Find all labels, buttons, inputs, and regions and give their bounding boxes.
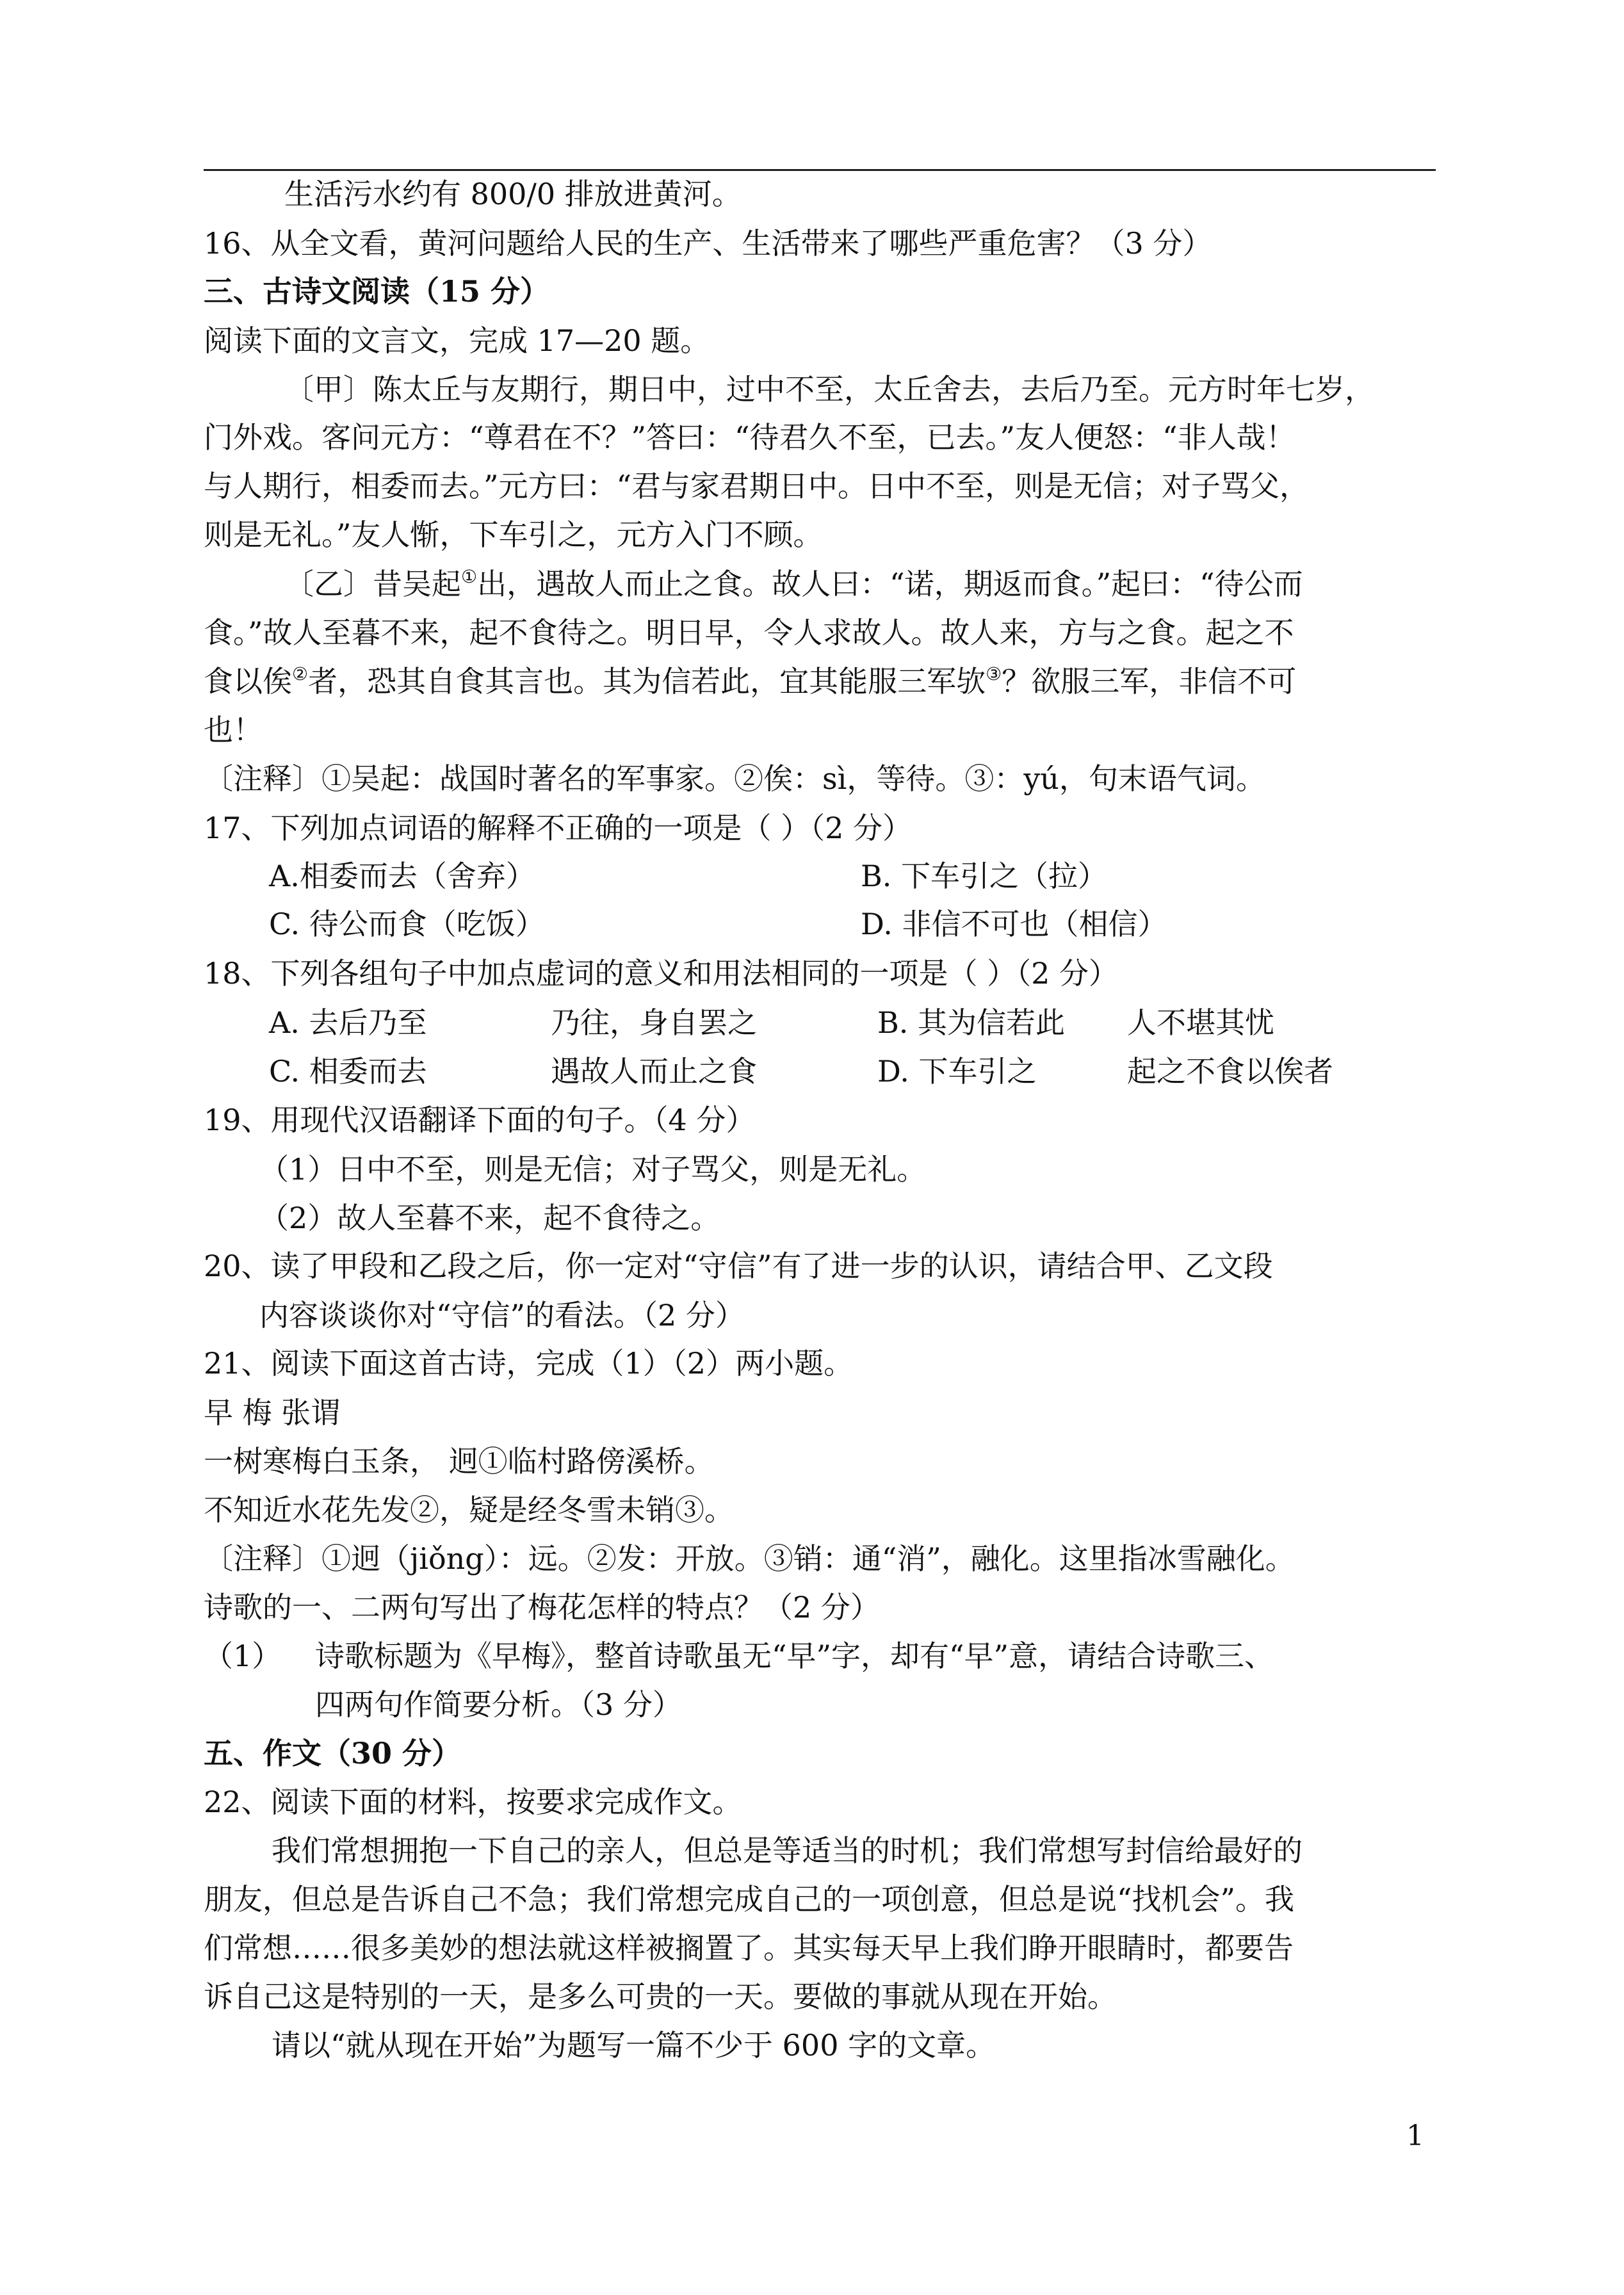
question-21: 21、阅读下面这首古诗，完成（1）（2）两小题。 xyxy=(204,1346,854,1381)
poem-line: 不知近水花先发②，疑是经冬雪未销③。 xyxy=(204,1493,734,1527)
passage-yi-line xyxy=(284,565,1303,603)
passage-jia-line: 门外戏。客问元方：“尊君在不？”答曰：“待君久不至，已去。”友人便怒：“非人哉！ xyxy=(204,420,1295,455)
essay-material: 朋友，但总是告诉自己不急；我们常想完成自己的一项创意，但总是说“找机会”。我 xyxy=(204,1882,1295,1917)
sub-question: 诗歌的一、二两句写出了梅花怎样的特点？（2 分） xyxy=(204,1590,880,1625)
essay-material: 诉自己这是特别的一天，是多么可贵的一天。要做的事就从现在开始。 xyxy=(204,1979,1117,2014)
essay-material: 我们常想拥抱一下自己的亲人，但总是等适当的时机；我们常想写封信给最好的 xyxy=(272,1833,1303,1868)
passage-text: 食以俟 xyxy=(204,664,292,699)
page-number: 1 xyxy=(1406,2120,1424,2152)
question-18: 18、下列各组句子中加点虚词的意义和用法相同的一项是（ ）（2 分） xyxy=(204,956,1119,991)
option-d: D. 下车引之 xyxy=(877,1054,1037,1089)
option-c: C. 相委而去 xyxy=(269,1054,427,1089)
poem-line: 一树寒梅白玉条， 迥①临村路傍溪桥。 xyxy=(204,1444,714,1479)
passage-text: 者，恐其自食其言也。其为信若此，宜其能服三军欤 xyxy=(308,664,986,699)
footnote-marker: ② xyxy=(292,663,309,685)
option-a: A. 去后乃至 xyxy=(269,1005,427,1040)
question-20: 20、读了甲段和乙段之后，你一定对“守信”有了进一步的认识，请结合甲、乙文段 xyxy=(204,1249,1273,1283)
question-17: 17、下列加点词语的解释不正确的一项是（ ）（2 分） xyxy=(204,811,913,845)
passage-yi-line xyxy=(204,662,1296,701)
question-16: 16、从全文看，黄河问题给人民的生产、生活带来了哪些严重危害？（3 分） xyxy=(204,226,1212,261)
passage-text: ？欲服三军，非信不可 xyxy=(1002,664,1297,699)
question-20-cont: 内容谈谈你对“守信”的看法。（2 分） xyxy=(259,1298,745,1333)
essay-prompt: 请以“就从现在开始”为题写一篇不少于 600 字的文章。 xyxy=(272,2028,996,2063)
sub-question-number: （1） xyxy=(204,1639,282,1673)
passage-text: 〔乙〕昔吴起 xyxy=(284,567,461,601)
question-22: 22、阅读下面的材料，按要求完成作文。 xyxy=(204,1785,742,1819)
reading-intro: 阅读下面的文言文，完成 17—20 题。 xyxy=(204,323,710,358)
passage-text: 出，遇故人而止之食。故人曰：“诺，期返而食。”起曰：“待公而 xyxy=(477,567,1303,601)
passage-yi-line: 食。”故人至暮不来，起不食待之。明日早，令人求故人。故人来，方与之食。起之不 xyxy=(204,615,1294,650)
option-b: B. 其为信若此 xyxy=(877,1005,1066,1040)
option-a: A.相委而去（舍弃） xyxy=(269,859,535,893)
sub-question: 诗歌标题为《早梅》，整首诗歌虽无“早”字，却有“早”意，请结合诗歌三、 xyxy=(315,1639,1274,1673)
header-rule xyxy=(204,169,1436,171)
option-d-pair: 起之不食以俟者 xyxy=(1127,1054,1333,1089)
passage-jia-line: 〔甲〕陈太丘与友期行，期日中，过中不至，太丘舍去，去后乃至。元方时年七岁， xyxy=(284,372,1374,407)
sub-question-cont: 四两句作简要分析。（3 分） xyxy=(315,1687,682,1722)
question-19: 19、用现代汉语翻译下面的句子。（4 分） xyxy=(204,1103,756,1137)
annotation: 〔注释〕①迥（jiǒng）：远。②发：开放。③销：通“消”，融化。这里指冰雪融化。 xyxy=(204,1541,1295,1576)
section-3-heading: 三、古诗文阅读（15 分） xyxy=(204,274,550,309)
passage-jia-line: 则是无礼。”友人惭，下车引之，元方入门不顾。 xyxy=(204,517,823,552)
footnote-marker: ① xyxy=(461,566,478,587)
option-b: B. 下车引之（拉） xyxy=(861,859,1108,893)
footnote-marker: ③ xyxy=(986,663,1002,685)
passage-jia-line: 与人期行，相委而去。”元方曰：“君与家君期日中。日中不至，则是无信；对子骂父， xyxy=(204,469,1310,503)
sub-question: （2）故人至暮不来，起不食待之。 xyxy=(259,1201,720,1235)
section-5-heading: 五、作文（30 分） xyxy=(204,1736,462,1771)
option-c: C. 待公而食（吃饭） xyxy=(269,907,545,941)
option-d: D. 非信不可也（相信） xyxy=(861,907,1167,941)
text-line: 生活污水约有 800/0 排放进黄河。 xyxy=(284,177,742,211)
sub-question: （1）日中不至，则是无信；对子骂父，则是无礼。 xyxy=(259,1152,927,1187)
annotation: 〔注释〕①吴起：战国时著名的军事家。②俟：sì，等待。③：yú，句末语气词。 xyxy=(204,761,1265,796)
poem-title: 早 梅 张谓 xyxy=(204,1395,341,1430)
option-b-pair: 人不堪其忧 xyxy=(1127,1005,1274,1040)
option-a-pair: 乃往，身自罢之 xyxy=(551,1005,757,1040)
essay-material: 们常想……很多美妙的想法就这样被搁置了。其实每天早上我们睁开眼睛时，都要告 xyxy=(204,1931,1294,1965)
option-c-pair: 遇故人而止之食 xyxy=(551,1054,757,1089)
passage-yi-line: 也！ xyxy=(204,713,263,747)
